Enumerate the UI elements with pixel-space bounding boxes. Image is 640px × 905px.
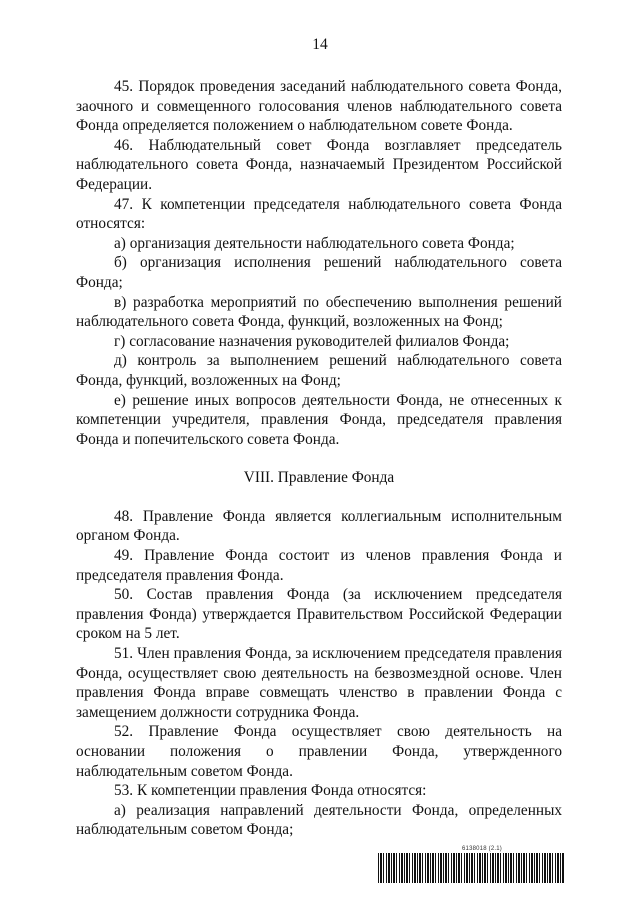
document-code: 6138018 (2.1) <box>462 846 502 852</box>
list-item-e: е) решение иных вопросов деятельности Фонда, не отнесенных к компетенции учредителя, правления Фонда, председателя правления Фонда и попечительского совета Фонда. <box>76 391 562 448</box>
section-heading: VIII. Правление Фонда <box>243 469 395 487</box>
paragraph-52: 52. Правление Фонда осуществляет свою деятельность на основании положения о правлении Фонда, утвержденного наблюдательным советом Фонда. <box>76 723 562 780</box>
barcode-icon <box>378 853 564 883</box>
paragraph-47: 47. К компетенции председателя наблюдательного совета Фонда относятся: <box>76 195 562 233</box>
list-item-g: г) согласование назначения руководителей филиалов Фонда; <box>114 332 510 350</box>
page-number: 14 <box>312 36 328 53</box>
list-item-v: в) разработка мероприятий по обеспечению выполнения решений наблюдательного совета Фонда, функций, возложенных на Фонд; <box>76 293 562 331</box>
paragraph-51: 51. Член правления Фонда, за исключением председателя правления Фонда, осуществляет свою деятельность на безвозмездной основе. Член правления Фонда вправе совмещать членство в правлении Фонда с замещением должности сотрудника Фонда. <box>76 645 562 721</box>
list-item-d: д) контроль за выполнением решений наблюдательного совета Фонда, функций, возложенных на Фонд; <box>76 352 562 389</box>
list-item-b: б) организация исполнения решений наблюдательного совета Фонда; <box>76 254 562 291</box>
paragraph-53: 53. К компетенции правления Фонда относятся: <box>114 782 427 800</box>
paragraph-48: 48. Правление Фонда является коллегиальным исполнительным органом Фонда. <box>76 507 562 545</box>
paragraph-45: 45. Порядок проведения заседаний наблюдательного совета Фонда, заочного и совмещенного голосования членов наблюдательного совета Фонда определяется положением о наблюдательном совете Фонда. <box>76 78 562 135</box>
list-item-a: а) организация деятельности наблюдательного совета Фонда; <box>114 234 515 252</box>
paragraph-49: 49. Правление Фонда состоит из членов правления Фонда и председателя правления Фонда. <box>76 547 562 584</box>
document-body <box>76 77 562 840</box>
paragraph-50: 50. Состав правления Фонда (за исключением председателя правления Фонда) утверждается Правительством Российской Федерации сроком на 5 лет. <box>76 586 562 643</box>
paragraph-46: 46. Наблюдательный совет Фонда возглавляет председатель наблюдательного совета Фонда, назначаемый Президентом Российской Федерации. <box>76 136 562 193</box>
list-item-53a: а) реализация направлений деятельности Фонда, определенных наблюдательным советом Фонда; <box>76 801 562 839</box>
